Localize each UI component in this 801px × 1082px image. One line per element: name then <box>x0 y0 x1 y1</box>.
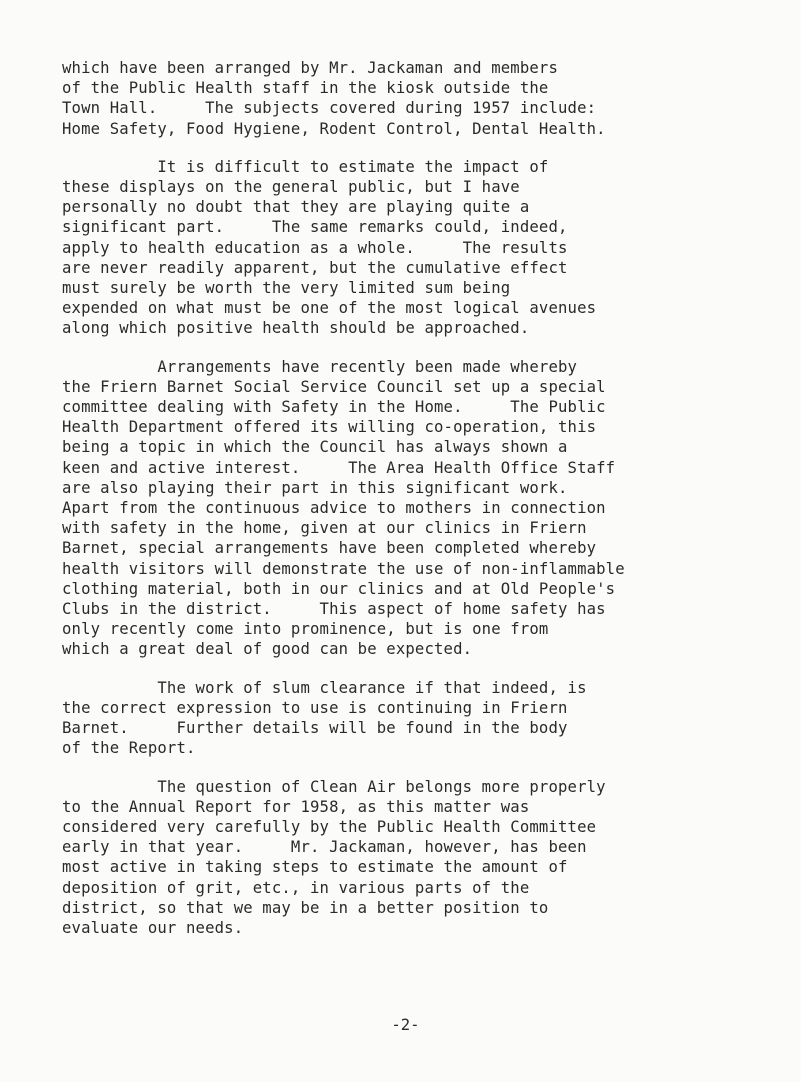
text-line: these displays on the general public, but I have <box>62 178 520 197</box>
text-line: of the Report. <box>62 739 196 758</box>
paragraph-impact <box>62 157 762 339</box>
text-line: significant part. The same remarks could, indeed, <box>62 218 568 237</box>
text-line: along which positive health should be approached. <box>62 319 530 338</box>
text-line: the correct expression to use is continuing in Friern <box>62 698 568 717</box>
text-line: with safety in the home, given at our clinics in Friern <box>62 519 587 538</box>
text-line: being a topic in which the Council has always shown a <box>62 438 568 457</box>
text-line: Health Department offered its willing co-operation, this <box>62 418 597 437</box>
text-line: health visitors will demonstrate the use of non-inflammable <box>62 559 625 578</box>
text-line: the Friern Barnet Social Service Council set up a special <box>62 377 606 396</box>
text-line: keen and active interest. The Area Health Office Staff <box>62 458 616 477</box>
text-line: only recently come into prominence, but is one from <box>62 620 549 639</box>
text-line: committee dealing with Safety in the Home. The Public <box>62 398 606 417</box>
text-line: Barnet, special arrangements have been completed whereby <box>62 539 597 558</box>
text-line: Home Safety, Food Hygiene, Rodent Control, Dental Health. <box>62 119 606 138</box>
text-line: of the Public Health staff in the kiosk outside the <box>62 79 549 98</box>
paragraph-clean-air <box>62 777 762 939</box>
text-line: deposition of grit, etc., in various parts of the <box>62 878 530 897</box>
text-line: district, so that we may be in a better position to <box>62 898 549 917</box>
paragraph-displays <box>62 58 762 139</box>
text-line: which have been arranged by Mr. Jackaman and members <box>62 59 558 77</box>
body-text <box>62 58 762 956</box>
text-line: evaluate our needs. <box>62 918 244 937</box>
text-line: It is difficult to estimate the impact of <box>62 157 549 176</box>
text-line: expended on what must be one of the most logical avenues <box>62 299 597 318</box>
text-line: Arrangements have recently been made whereby <box>62 357 578 376</box>
paragraph-slum-clearance <box>62 678 762 759</box>
text-line: are also playing their part in this significant work. <box>62 478 568 497</box>
text-line: The question of Clean Air belongs more properly <box>62 777 606 796</box>
text-line: The work of slum clearance if that indeed, is <box>62 678 587 697</box>
text-line: Clubs in the district. This aspect of home safety has <box>62 600 606 619</box>
page-number: -2- <box>391 1016 420 1034</box>
text-line: early in that year. Mr. Jackaman, however, has been <box>62 838 587 857</box>
text-line: apply to health education as a whole. The results <box>62 238 568 257</box>
text-line: personally no doubt that they are playing quite a <box>62 198 530 217</box>
text-line: which a great deal of good can be expected. <box>62 640 473 659</box>
text-line: must surely be worth the very limited sum being <box>62 279 511 298</box>
text-line: Barnet. Further details will be found in the body <box>62 719 568 738</box>
text-line: Town Hall. The subjects covered during 1957 include: <box>62 99 597 118</box>
text-line: most active in taking steps to estimate the amount of <box>62 858 568 877</box>
text-line: are never readily apparent, but the cumulative effect <box>62 258 568 277</box>
text-line: considered very carefully by the Public Health Committee <box>62 817 597 836</box>
paragraph-home-safety <box>62 357 762 660</box>
text-line: clothing material, both in our clinics and at Old People's <box>62 579 616 598</box>
text-line: to the Annual Report for 1958, as this matter was <box>62 797 530 816</box>
text-line: Apart from the continuous advice to mothers in connection <box>62 499 606 518</box>
